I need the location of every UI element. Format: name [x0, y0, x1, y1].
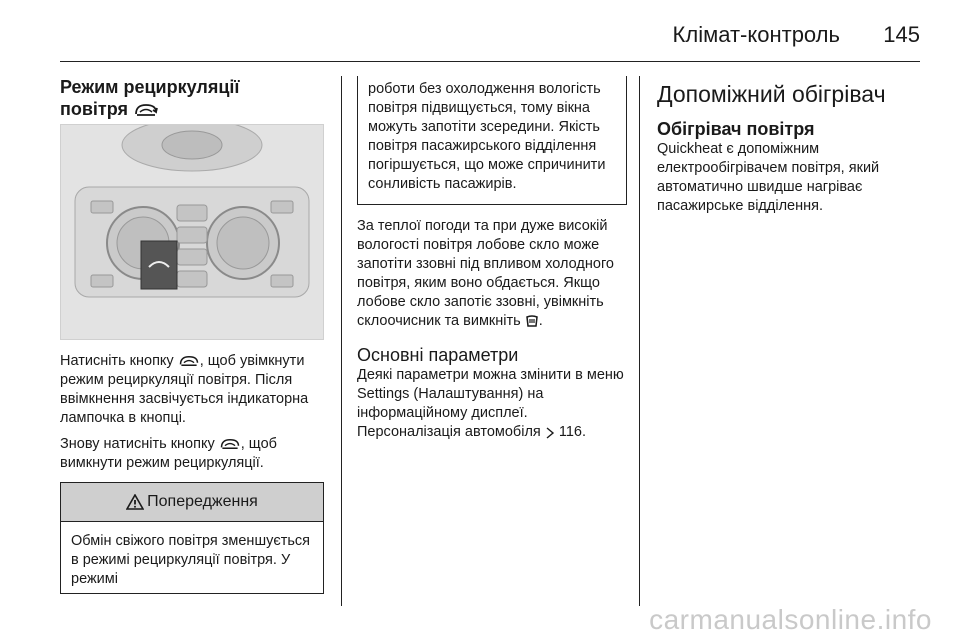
watermark: carmanualsonline.info — [649, 604, 932, 635]
warning-title: Попередження — [147, 493, 258, 510]
climate-panel-photo — [60, 124, 324, 340]
windscreen-defrost-icon — [525, 314, 539, 328]
warning-header — [61, 483, 323, 522]
paragraph-windscreen-fog: За теплої погоди та при дуже високій вологості повітря лобове скло може запотіти ззовні під впливом холодного повітря, яким воно обдається. Якщо лобове скло запотіє ззовні, увімкніть склоочисник та вимкніть . — [357, 218, 614, 329]
page-number: 145 — [883, 22, 920, 47]
paragraph-settings: Деякі параметри можна змінити в меню Settings (Налаштування) на інформаційному дисплеї. — [357, 367, 624, 421]
column-divider-2 — [639, 76, 640, 606]
section-heading-recirculation: Режим рециркуляції повітря — [60, 77, 240, 119]
header-rule — [60, 61, 920, 62]
section-heading-basic-settings: Основні параметри — [357, 345, 519, 365]
header-title: Клімат-контроль — [672, 22, 840, 47]
paragraph-reference: Персоналізація автомобіля 116. — [357, 424, 586, 440]
recirculation-icon — [178, 354, 200, 368]
warning-box-continued: роботи без охолодження вологість повітря підвищується, тому вікна можуть запотіти зсередини. Якість повітря пасажирського відділення погіршується, що може спричинити сонливість пасажирів. — [357, 76, 627, 205]
page-header — [60, 18, 920, 56]
climate-panel-illustration — [61, 125, 323, 339]
column-divider-1 — [341, 76, 342, 606]
warning-box — [60, 482, 324, 594]
column-1 — [60, 76, 324, 594]
warning-body: Обмін свіжого повітря зменшується в режимі рециркуляції повітря. У режимі — [71, 533, 311, 587]
column-3 — [657, 76, 919, 216]
recirculation-icon — [219, 437, 241, 451]
subheading-air-heater: Обігрівач повітря — [657, 119, 815, 139]
paragraph-disable-recirculation: Знову натисніть кнопку , щоб вимкнути режим рециркуляції. — [60, 436, 277, 471]
page-reference-arrow-icon — [545, 427, 555, 439]
recirculation-icon — [133, 102, 159, 118]
column-2 — [357, 76, 627, 442]
paragraph-quickheat: Quickheat є допоміжним електрообігрівачем повітря, який автоматично швидше нагріває пасажирське відділення. — [657, 141, 880, 214]
paragraph-enable-recirculation: Натисніть кнопку , щоб увімкнути режим рециркуляції повітря. Після ввімкнення засвічується індикаторна лампочка в кнопці. — [60, 353, 309, 426]
section-heading-auxiliary-heater: Допоміжний обігрівач — [657, 81, 886, 107]
warning-triangle-icon — [126, 494, 144, 510]
